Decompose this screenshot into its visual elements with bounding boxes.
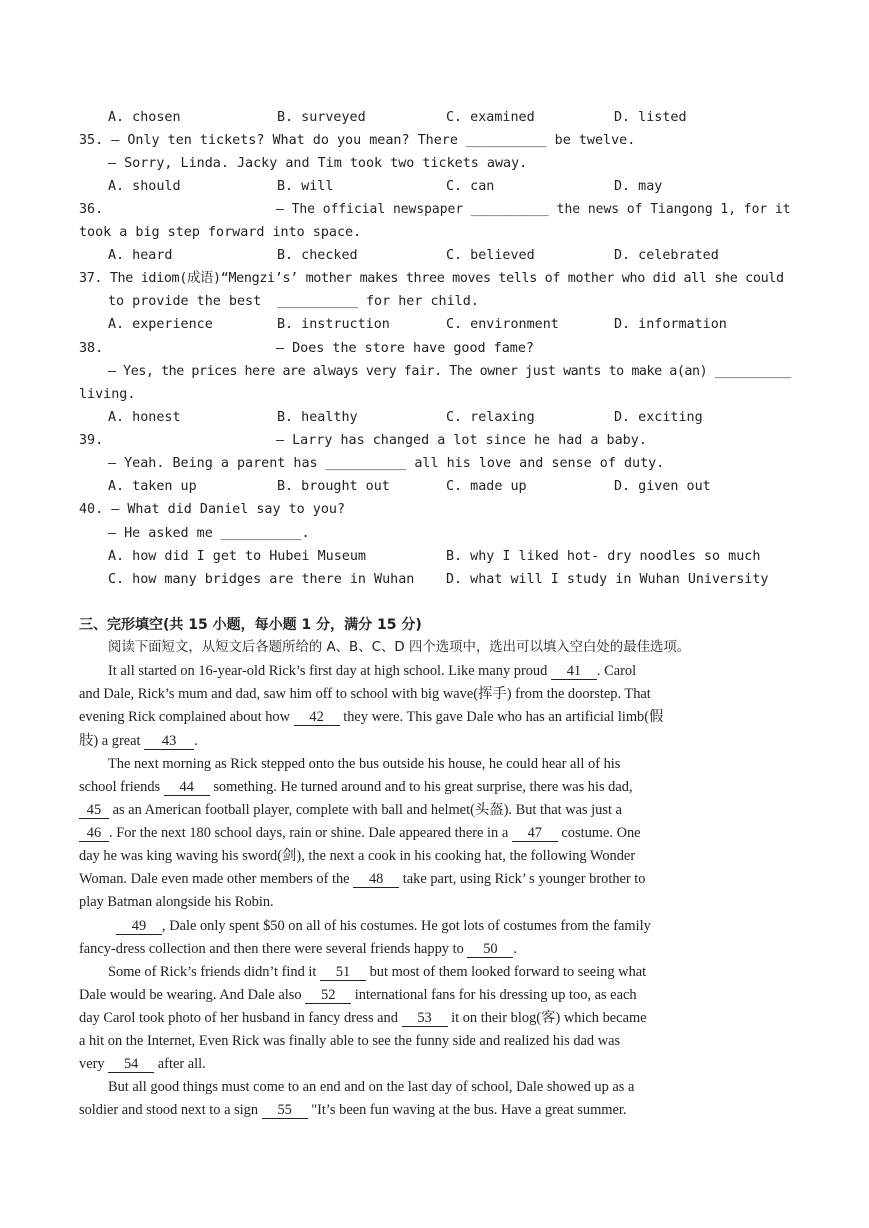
- passage-line: 45 as an American football player, complete with ball and helmet(头盔). But that was just a: [79, 802, 622, 819]
- q35-option-c: C. can: [446, 179, 495, 194]
- q39-stem: — Larry has changed a lot since he had a baby.: [276, 433, 647, 448]
- passage-line: school friends 44 something. He turned around and to his great surprise, there was his dad,: [79, 779, 633, 795]
- q36-stem: — The official newspaper __________ the news of Tiangong 1, for it: [276, 202, 791, 217]
- q36-option-c: C. believed: [446, 248, 535, 263]
- passage-line: 46 . For the next 180 school days, rain or shine. Dale appeared there in a 47 costume. One: [79, 825, 641, 842]
- blank-44: 44: [164, 779, 210, 796]
- passage-line: fancy-dress collection and then there were several friends happy to 50 .: [79, 941, 517, 957]
- passage-line: 49 , Dale only spent $50 on all of his costumes. He got lots of costumes from the family: [116, 918, 651, 935]
- passage-line: soldier and stood next to a sign 55 "It’s been fun waving at the bus. Have a great summer.: [79, 1102, 627, 1118]
- q38-option-a: A. honest: [108, 410, 181, 425]
- passage-line: It all started on 16-year-old Rick’s first day at high school. Like many proud 41 . Carol: [108, 663, 637, 679]
- blank-52: 52: [305, 987, 351, 1004]
- q38-number: 38.: [79, 341, 104, 356]
- blank-54: 54: [108, 1056, 154, 1073]
- section-heading: 三、完形填空(共 15 小题，每小题 1 分，满分 15 分): [79, 617, 422, 633]
- passage-line: But all good things must come to an end and on the last day of school, Dale showed up as a: [108, 1079, 635, 1095]
- q38-reply-cont: living.: [79, 387, 136, 402]
- q40-stem: 40. — What did Daniel say to you?: [79, 502, 346, 517]
- q38-option-c: C. relaxing: [446, 410, 535, 425]
- blank-43: 43: [144, 733, 194, 750]
- q34-option-d: D. listed: [614, 110, 687, 125]
- q38-option-b: B. healthy: [277, 410, 358, 425]
- blank-55: 55: [262, 1102, 308, 1119]
- q36-option-a: A. heard: [108, 248, 173, 263]
- q34-option-c: C. examined: [446, 110, 535, 125]
- blank-41: 41: [551, 663, 597, 680]
- blank-47: 47: [512, 825, 558, 842]
- q37-option-b: B. instruction: [277, 317, 390, 332]
- q40-option-d: D. what will I study in Wuhan University: [446, 572, 769, 587]
- q36-stem-cont: took a big step forward into space.: [79, 225, 362, 240]
- q35-option-d: D. may: [614, 179, 663, 194]
- blank-45: 45: [79, 802, 109, 819]
- blank-49: 49: [116, 918, 162, 935]
- q34-option-a: A. chosen: [108, 110, 181, 125]
- q35-reply: — Sorry, Linda. Jacky and Tim took two tickets away.: [108, 156, 528, 171]
- q39-option-d: D. given out: [614, 479, 711, 494]
- passage-line: 肢) a great 43 .: [79, 733, 198, 749]
- q36-option-d: D. celebrated: [614, 248, 719, 263]
- passage-line: evening Rick complained about how 42 they were. This gave Dale who has an artificial limb(假: [79, 709, 664, 725]
- q40-option-a: A. how did I get to Hubei Museum: [108, 549, 366, 564]
- q36-option-b: B. checked: [277, 248, 358, 263]
- blank-50: 50: [467, 941, 513, 958]
- blank-46: 46: [79, 825, 109, 842]
- q40-reply: — He asked me __________.: [108, 526, 310, 541]
- passage-line: very 54 after all.: [79, 1056, 206, 1072]
- q40-option-c: C. how many bridges are there in Wuhan: [108, 572, 415, 587]
- q38-reply: — Yes, the prices here are always very fair. The owner just wants to make a(an) __________: [108, 364, 791, 379]
- passage-line: day Carol took photo of her husband in fancy dress and 53 it on their blog(客) which became: [79, 1010, 647, 1026]
- q34-option-b: B. surveyed: [277, 110, 366, 125]
- q37-stem-cont: to provide the best __________ for her child.: [108, 294, 479, 309]
- blank-42: 42: [294, 709, 340, 726]
- passage-line: The next morning as Rick stepped onto the bus outside his house, he could hear all of his: [108, 756, 621, 772]
- passage-line: and Dale, Rick’s mum and dad, saw him off to school with big wave(挥手) from the doorstep. That: [79, 686, 651, 702]
- passage-line: Woman. Dale even made other members of the 48 take part, using Rick’ s younger brother to: [79, 871, 646, 887]
- q39-option-b: B. brought out: [277, 479, 390, 494]
- q39-number: 39.: [79, 433, 104, 448]
- passage-line: Dale would be wearing. And Dale also 52 international fans for his dressing up too, as each: [79, 987, 637, 1003]
- passage-line: Some of Rick’s friends didn’t find it 51 but most of them looked forward to seeing what: [108, 964, 647, 980]
- q35-option-a: A. should: [108, 179, 181, 194]
- q37-option-c: C. environment: [446, 317, 559, 332]
- q37-stem: 37. The idiom(成语)“Mengzi’s’ mother makes three moves tells of mother who did all she could: [79, 271, 784, 286]
- q36-number: 36.: [79, 202, 104, 217]
- q38-option-d: D. exciting: [614, 410, 703, 425]
- q37-option-a: A. experience: [108, 317, 213, 332]
- section-instruction: 阅读下面短文，从短文后各题所给的 A、B、C、D 四个选项中，选出可以填入空白处的最佳选项。: [108, 640, 691, 655]
- passage-line: a hit on the Internet, Even Rick was finally able to see the funny side and realized his dad was: [79, 1033, 621, 1049]
- q39-option-a: A. taken up: [108, 479, 197, 494]
- q35-stem: 35. — Only ten tickets? What do you mean? There __________ be twelve.: [79, 133, 636, 148]
- q39-option-c: C. made up: [446, 479, 527, 494]
- q35-option-b: B. will: [277, 179, 334, 194]
- blank-48: 48: [353, 871, 399, 888]
- passage-line: play Batman alongside his Robin.: [79, 894, 274, 910]
- q40-option-b: B. why I liked hot- dry noodles so much: [446, 549, 761, 564]
- q38-stem: — Does the store have good fame?: [276, 341, 534, 356]
- passage-line: day he was king waving his sword(剑), the next a cook in his cooking hat, the following Wonder: [79, 848, 636, 864]
- blank-53: 53: [402, 1010, 448, 1027]
- q39-reply: — Yeah. Being a parent has __________ all his love and sense of duty.: [108, 456, 665, 471]
- q37-option-d: D. information: [614, 317, 727, 332]
- blank-51: 51: [320, 964, 366, 981]
